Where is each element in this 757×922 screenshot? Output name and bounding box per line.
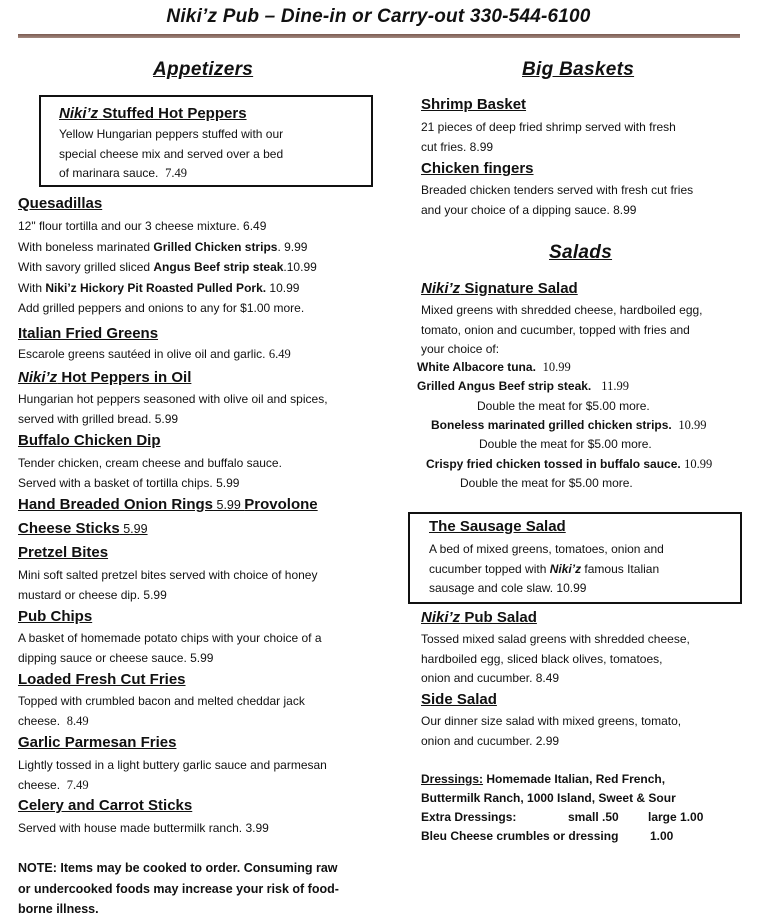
loaded-fries-desc: Topped with crumbled bacon and melted cheddar jack cheese. 8.49 — [18, 694, 305, 728]
page-title: Niki’z Pub – Dine-in or Carry-out 330-544-6100 — [166, 6, 591, 27]
garlic-fries-desc: Lightly tossed in a light buttery garlic sauce and parmesan cheese. 7.49 — [18, 758, 327, 792]
buffalo-dip-title: Buffalo Chicken Dip — [18, 432, 161, 449]
bleu-cheese-price: 1.00 — [650, 829, 674, 843]
extra-dressings-large: large 1.00 — [648, 810, 704, 824]
stuffed-peppers-title: Niki’z Stuffed Hot Peppers — [59, 105, 247, 122]
sausage-salad-title: The Sausage Salad — [429, 518, 566, 535]
side-salad-desc: Our dinner size salad with mixed greens, tomato, onion and cucumber. 2.99 — [421, 714, 682, 748]
signature-double-3: Double the meat for $5.00 more. — [460, 476, 633, 490]
bleu-cheese-label: Bleu Cheese crumbles or dressing — [421, 829, 619, 843]
extra-dressings-label: Extra Dressings: — [421, 810, 517, 824]
provolone-sticks-title: Cheese Sticks 5.99 — [18, 520, 148, 537]
quesadillas-title: Quesadillas — [18, 195, 103, 212]
pub-salad-title: Niki’z Pub Salad — [421, 609, 537, 626]
sausage-salad-box — [408, 512, 742, 604]
signature-opt-buffalo: Crispy fried chicken tossed in buffalo sauce. 10.99 — [426, 457, 713, 471]
signature-double-1: Double the meat for $5.00 more. — [477, 399, 650, 413]
stuffed-peppers-box — [39, 95, 373, 187]
signature-double-2: Double the meat for $5.00 more. — [479, 437, 652, 451]
hot-peppers-oil-title: Niki’z Hot Peppers in Oil — [18, 369, 192, 386]
signature-opt-tuna: White Albacore tuna. 10.99 — [417, 360, 571, 374]
hot-peppers-oil-desc: Hungarian hot peppers seasoned with olive oil and spices, served with grilled bread. 5.99 — [18, 392, 328, 426]
garlic-fries-title: Garlic Parmesan Fries — [18, 734, 177, 751]
celery-desc: Served with house made buttermilk ranch. 3.99 — [18, 821, 269, 835]
header-divider — [18, 34, 740, 38]
pretzel-desc: Mini soft salted pretzel bites served with choice of honey mustard or cheese dip. 5.99 — [18, 568, 318, 602]
onion-rings-title: Hand Breaded Onion Rings 5.99 Provolone — [18, 496, 318, 513]
food-safety-note: NOTE: Items may be cooked to order. Consuming raw or undercooked foods may increase your risk of food- borne illness. — [18, 861, 339, 916]
side-salad-title: Side Salad — [421, 691, 497, 708]
shrimp-basket-title: Shrimp Basket — [421, 96, 527, 113]
loaded-fries-title: Loaded Fresh Cut Fries — [18, 671, 186, 688]
signature-salad-title: Niki’z Signature Salad — [421, 280, 578, 297]
pub-chips-desc: A basket of homemade potato chips with your choice of a dipping sauce or cheese sauce. 5.99 — [18, 631, 322, 665]
fried-greens-desc: Escarole greens sautéed in olive oil and garlic. 6.49 — [18, 347, 291, 361]
pub-salad-desc: Tossed mixed salad greens with shredded cheese, hardboiled egg, sliced black olives, tomatoes, onion and cucumber. 8.49 — [421, 632, 690, 685]
signature-salad-desc: Mixed greens with shredded cheese, hardboiled egg, tomato, onion and cucumber, topped with fries and your choice of: — [421, 303, 703, 356]
fried-greens-title: Italian Fried Greens — [18, 325, 159, 342]
pub-chips-title: Pub Chips — [18, 608, 93, 625]
extra-dressings-small: small .50 — [568, 810, 619, 824]
big-baskets-heading: Big Baskets — [522, 59, 635, 80]
chicken-fingers-desc: Breaded chicken tenders served with fresh cut fries and your choice of a dipping sauce. 8.99 — [421, 183, 694, 217]
signature-opt-steak: Grilled Angus Beef strip steak. 11.99 — [417, 379, 629, 393]
quesadillas-desc: 12" flour tortilla and our 3 cheese mixture. 6.49 With boneless marinated Grilled Chicken strips. 9.99 With savory grilled sliced Angus Beef strip steak.10.99 With Niki’z Hickory Pit Roasted Pulled Pork. 10.99 Add grilled peppers and onions to any for $1.00 more. — [18, 219, 317, 315]
dressings-list: Dressings: Homemade Italian, Red French, Buttermilk Ranch, 1000 Island, Sweet & Sour — [421, 772, 676, 805]
celery-title: Celery and Carrot Sticks — [18, 797, 193, 814]
signature-opt-chicken: Boneless marinated grilled chicken strips. 10.99 — [431, 418, 707, 432]
sausage-salad-desc: A bed of mixed greens, tomatoes, onion and cucumber topped with Niki’z famous Italian sausage and cole slaw. 10.99 — [429, 542, 664, 595]
chicken-fingers-title: Chicken fingers — [421, 160, 534, 177]
appetizers-heading: Appetizers — [153, 59, 254, 80]
shrimp-basket-desc: 21 pieces of deep fried shrimp served with fresh cut fries. 8.99 — [421, 120, 676, 154]
salads-heading: Salads — [549, 242, 613, 263]
pretzel-title: Pretzel Bites — [18, 544, 109, 561]
stuffed-peppers-desc: Yellow Hungarian peppers stuffed with our special cheese mix and served over a bed of marinara sauce. 7.49 — [59, 127, 284, 180]
buffalo-dip-desc: Tender chicken, cream cheese and buffalo sauce. Served with a basket of tortilla chips. 5.99 — [18, 456, 282, 490]
